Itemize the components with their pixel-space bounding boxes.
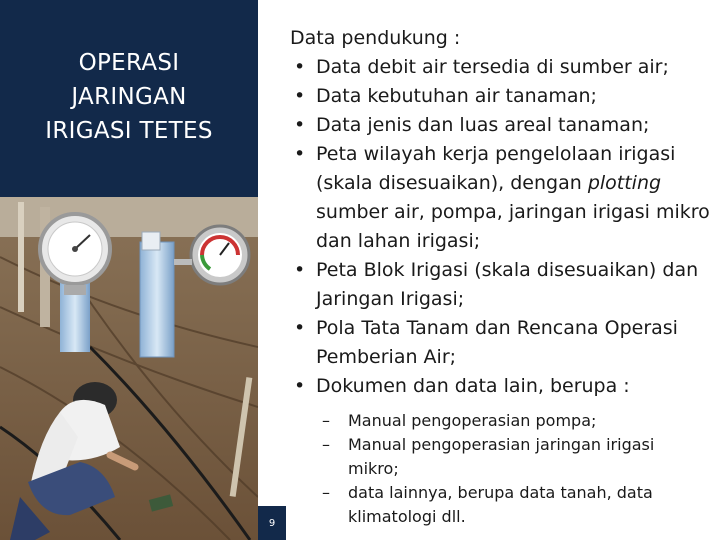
sub-bullet-list: [290, 409, 710, 529]
bullet-item: [290, 140, 710, 256]
irrigation-photo: [0, 197, 258, 540]
title-line-2: JARINGAN: [71, 83, 187, 110]
bullet-text-end: sumber air, pompa, jaringan irigasi mikro dan lahan irigasi;: [316, 201, 710, 252]
title-line-3: IRIGASI TETES: [45, 117, 213, 144]
bullet-text-start: Peta wilayah kerja pengelolaan irigasi (skala disesuaikan), dengan: [316, 143, 676, 194]
bullet-item: • Dokumen dan data lain, berupa :: [290, 372, 710, 401]
bullet-list: [290, 53, 710, 401]
slide-title: [45, 46, 212, 148]
bullet-item: • Data kebutuhan air tanaman;: [290, 82, 710, 111]
bullet-item: • Data debit air tersedia di sumber air;: [290, 53, 710, 82]
page-number: 9: [258, 506, 286, 540]
sub-bullet-item: – Manual pengoperasian jaringan irigasi mikro;: [290, 433, 710, 481]
sub-bullet-item: – data lainnya, berupa data tanah, data klimatologi dll.: [290, 481, 710, 529]
bullet-item: • Data jenis dan luas areal tanaman;: [290, 111, 710, 140]
bullet-item: • Peta Blok Irigasi (skala disesuaikan) dan Jaringan Irigasi;: [290, 256, 710, 314]
bullet-item: • Pola Tata Tanam dan Rencana Operasi Pemberian Air;: [290, 314, 710, 372]
content-body: [290, 24, 710, 529]
title-panel: [0, 0, 258, 197]
left-column: [0, 0, 258, 540]
bullet-text-emphasis: plotting: [587, 172, 662, 194]
title-line-1: OPERASI: [78, 49, 180, 76]
sub-bullet-item: – Manual pengoperasian pompa;: [290, 409, 710, 433]
irrigation-photo-illustration: [0, 197, 258, 540]
intro-text: Data pendukung :: [290, 27, 461, 49]
